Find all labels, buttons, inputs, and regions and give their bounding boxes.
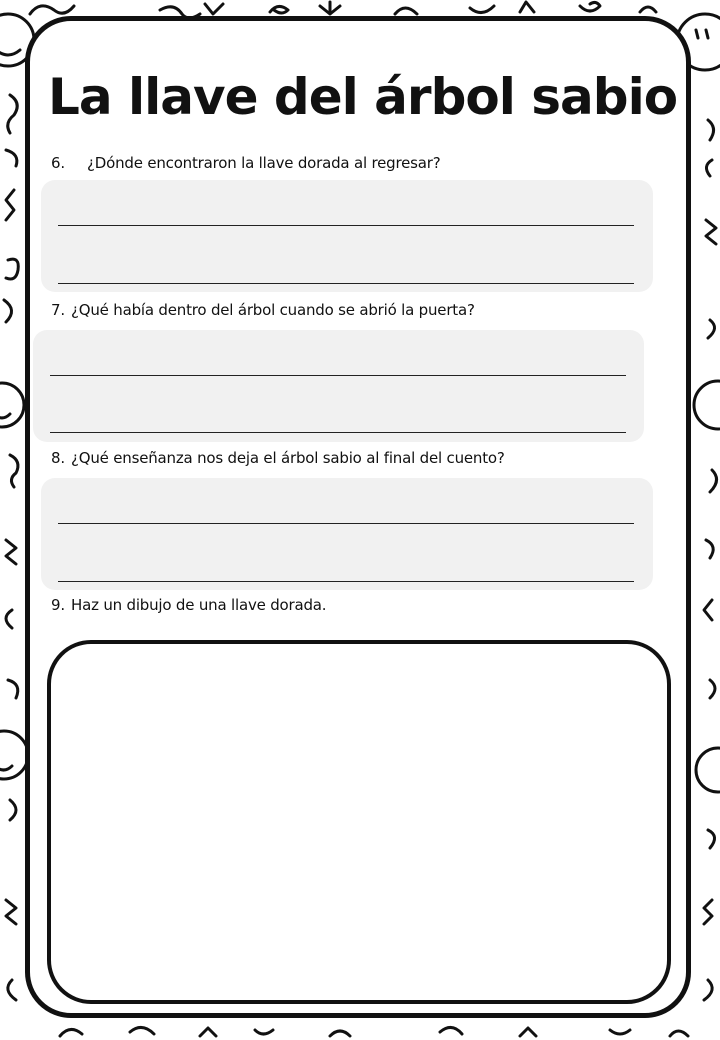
answer-line[interactable] bbox=[50, 375, 626, 376]
question-9 bbox=[51, 596, 326, 614]
answer-box-6[interactable] bbox=[41, 180, 653, 292]
question-number: 9. bbox=[51, 596, 65, 614]
question-8 bbox=[51, 449, 505, 467]
answer-box-8[interactable] bbox=[41, 478, 653, 590]
answer-line[interactable] bbox=[58, 283, 634, 284]
answer-box-7[interactable] bbox=[33, 330, 644, 442]
question-number: 7. bbox=[51, 301, 65, 319]
drawing-area[interactable] bbox=[47, 640, 671, 1004]
question-number: 8. bbox=[51, 449, 65, 467]
question-7 bbox=[51, 301, 475, 319]
page-title: La llave del árbol sabio bbox=[48, 68, 678, 126]
question-number: 6. bbox=[51, 154, 65, 172]
question-text: ¿Qué enseñanza nos deja el árbol sabio al final del cuento? bbox=[71, 449, 505, 467]
question-text: Haz un dibujo de una llave dorada. bbox=[71, 596, 327, 614]
answer-line[interactable] bbox=[58, 225, 634, 226]
answer-line[interactable] bbox=[58, 581, 634, 582]
question-text: ¿Qué había dentro del árbol cuando se abrió la puerta? bbox=[71, 301, 475, 319]
question-6 bbox=[51, 154, 441, 172]
answer-line[interactable] bbox=[50, 432, 626, 433]
answer-line[interactable] bbox=[58, 523, 634, 524]
question-text: ¿Dónde encontraron la llave dorada al regresar? bbox=[87, 154, 441, 172]
